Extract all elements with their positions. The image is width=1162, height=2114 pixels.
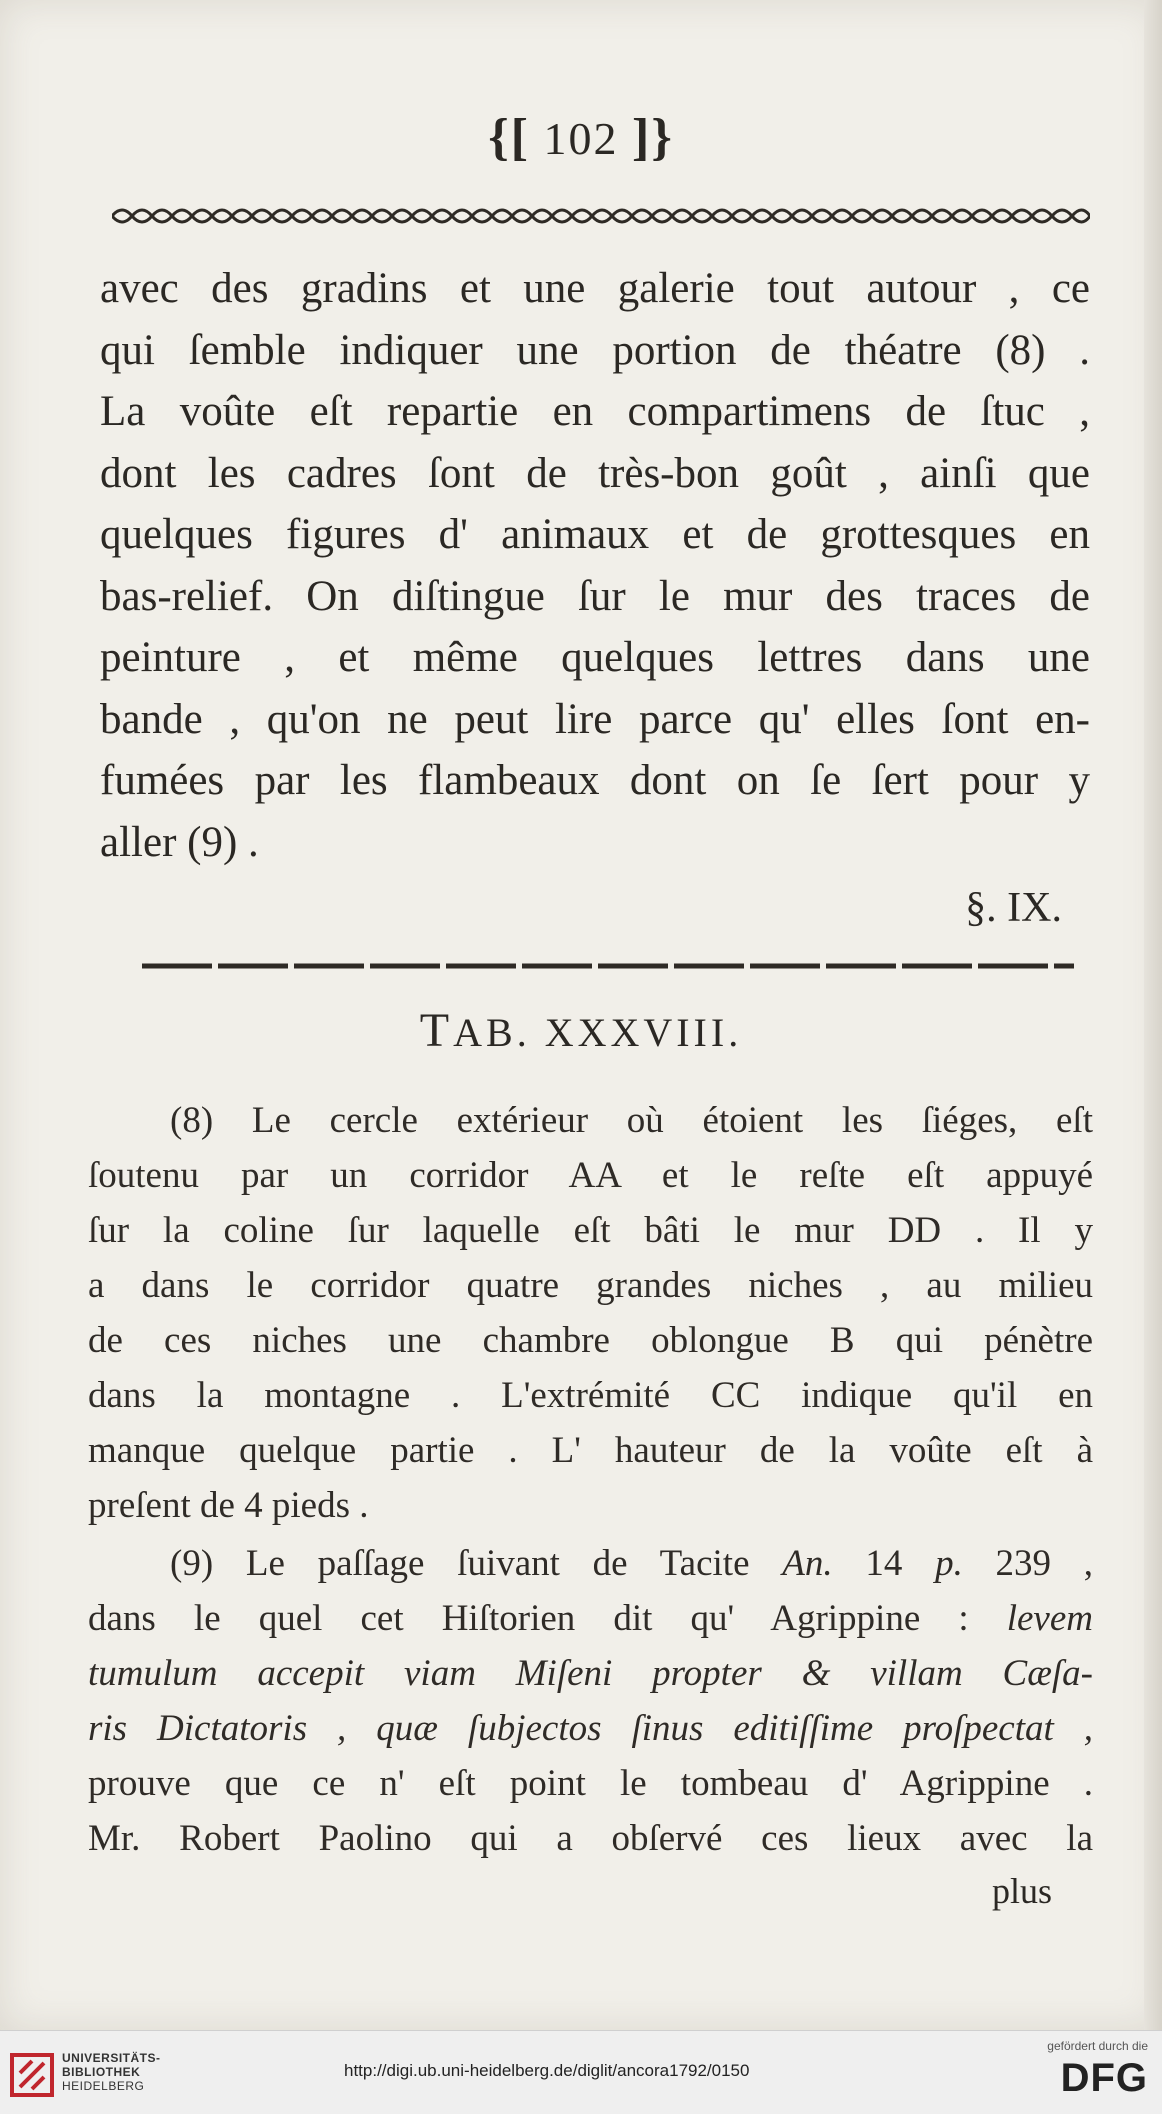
note-text: dans le quel cet Hiſtorien dit qu' Agrippine :	[88, 1598, 1007, 1639]
note-line: (8) Le cercle extérieur où étoient les ſiéges, eſt	[170, 1100, 1093, 1141]
footnote-separator-rule	[142, 962, 1074, 970]
note-line	[88, 1536, 1093, 1591]
note-line: dans la montagne . L'extrémité CC indique qu'il en	[88, 1375, 1093, 1416]
note-line: ris Dictatoris , quæ ſubjectos ſinus editiſſime proſpectat ,	[88, 1708, 1093, 1749]
note-line: ſoutenu par un corridor AA et le reſte eſt appuyé	[88, 1155, 1093, 1196]
ornamental-chain-rule	[112, 204, 1090, 228]
section-heading: §. IX.	[965, 885, 1062, 931]
note-text: 14	[832, 1543, 936, 1584]
plate-reference-rest: AB. XXXVIII.	[453, 1010, 743, 1055]
note-italic-text: An.	[782, 1543, 833, 1584]
note-italic-text: p.	[935, 1543, 963, 1584]
note-line: ſur la coline ſur laquelle eſt bâti le mur DD . Il y	[88, 1210, 1093, 1251]
note-line: Mr. Robert Paolino qui a obſervé ces lieux avec la	[88, 1818, 1093, 1859]
body-line: La voûte eſt repartie en compartimens de ſtuc ,	[100, 388, 1090, 435]
note-line: de ces niches une chambre oblongue B qui pénètre	[88, 1320, 1093, 1361]
note-text: 239 ,	[962, 1543, 1094, 1584]
university-library-logo-icon[interactable]	[10, 2045, 54, 2101]
body-line: bande , qu'on ne peut lire parce qu' elles ſont en-	[100, 695, 1090, 743]
note-line: preſent de 4 pieds .	[88, 1485, 369, 1526]
library-name-line: HEIDELBERG	[62, 2079, 145, 2093]
note-italic-text: levem	[1006, 1598, 1093, 1639]
body-line: bas-relief. On diſtingue ſur le mur des traces de	[100, 572, 1090, 620]
library-name[interactable]	[62, 2051, 161, 2093]
plate-reference	[0, 1003, 1162, 1058]
body-line: avec des gradins et une galerie tout autour , ce	[100, 265, 1090, 312]
note-line: tumulum accepit viam Miſeni propter & villam Cæſa-	[88, 1653, 1093, 1694]
main-paragraph	[100, 258, 1090, 873]
body-line: fumées par les flambeaux dont on ſe ſert pour y	[100, 757, 1090, 804]
funded-by-text: gefördert durch die	[1047, 2039, 1148, 2053]
body-line: qui ſemble indiquer une portion de théatre (8) .	[100, 326, 1090, 374]
permalink-url[interactable]: http://digi.ub.uni-heidelberg.de/diglit/ancora1792/0150	[344, 2061, 750, 2080]
note-line	[88, 1591, 1093, 1646]
plate-reference-initial: T	[419, 1004, 454, 1057]
footnote-8	[88, 1093, 1093, 1533]
note-line: a dans le corridor quatre grandes niches , au milieu	[88, 1265, 1093, 1306]
body-line: dont les cadres ſont de très-bon goût , ainſi que	[100, 449, 1090, 497]
body-line: peinture , et même quelques lettres dans une	[100, 634, 1090, 681]
page-number-value: 102	[543, 113, 619, 164]
footnote-9	[88, 1536, 1093, 1866]
note-line: prouve que ce n' eſt point le tombeau d' Agrippine .	[88, 1763, 1093, 1804]
page-number	[0, 108, 1162, 167]
catchword: plus	[991, 1871, 1052, 1911]
note-line: manque quelque partie . L' hauteur de la voûte eſt à	[88, 1430, 1093, 1471]
library-name-line: UNIVERSITÄTS-	[62, 2051, 161, 2065]
library-name-line: BIBLIOTHEK	[62, 2065, 141, 2079]
page-number-left-ornament: {[	[488, 109, 530, 166]
note-text: (9) Le paſſage ſuivant de Tacite	[170, 1543, 783, 1584]
page-number-right-ornament: ]}	[632, 109, 674, 166]
viewer-footer	[0, 2030, 1162, 2114]
body-line: aller (9) .	[100, 818, 259, 866]
body-line: quelques figures d' animaux et de grottesques en	[100, 511, 1090, 558]
funding-notice[interactable]	[1047, 2039, 1148, 2099]
dfg-logo: DFG	[1060, 2056, 1148, 2100]
